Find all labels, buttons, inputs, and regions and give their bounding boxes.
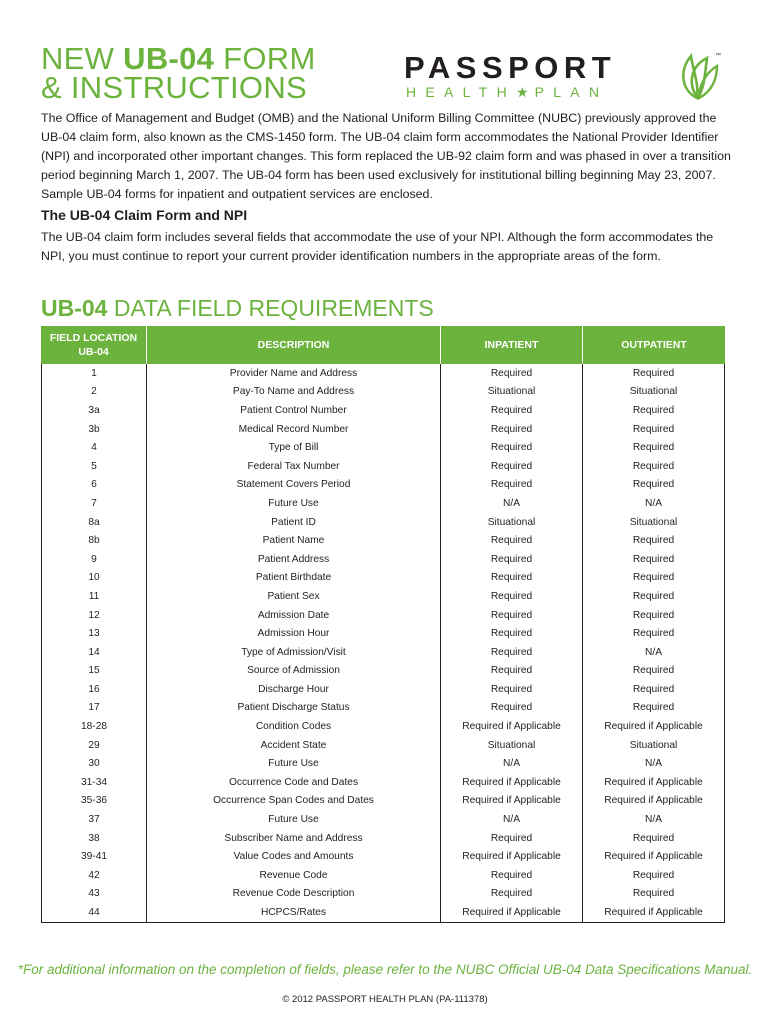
- description-cell: Future Use: [147, 494, 441, 513]
- inpatient-cell: Required: [441, 364, 583, 383]
- description-cell: Source of Admission: [147, 662, 441, 681]
- table-row: [42, 885, 724, 904]
- field-location-cell: 6: [42, 476, 147, 495]
- description-cell: Federal Tax Number: [147, 457, 441, 476]
- inpatient-cell: Required: [441, 569, 583, 588]
- field-location-cell: 2: [42, 383, 147, 402]
- description-cell: HCPCS/Rates: [147, 903, 441, 922]
- description-cell: Patient Birthdate: [147, 569, 441, 588]
- table-row: [42, 531, 724, 550]
- field-location-cell: 44: [42, 903, 147, 922]
- field-location-cell: 13: [42, 624, 147, 643]
- description-cell: Pay-To Name and Address: [147, 383, 441, 402]
- description-cell: Future Use: [147, 810, 441, 829]
- description-cell: Admission Hour: [147, 624, 441, 643]
- column-header-inpatient: INPATIENT: [441, 326, 583, 364]
- table-row: [42, 847, 724, 866]
- inpatient-cell: Situational: [441, 383, 583, 402]
- field-location-cell: 11: [42, 587, 147, 606]
- title-line-1: NEW UB-04 FORM: [41, 41, 316, 76]
- outpatient-cell: Required: [632, 702, 675, 714]
- npi-paragraph: The UB-04 claim form includes several fields that accommodate the use of your NPI. Although the form accommodates the NPI, you must continue to report your current provider identification numbers in the appropriate areas of the form.: [41, 230, 714, 263]
- field-location-cell: 14: [42, 643, 147, 662]
- field-location-cell: 15: [42, 662, 147, 681]
- table-row: [42, 457, 724, 476]
- table-row: [42, 810, 724, 829]
- field-location-cell: 16: [42, 680, 147, 699]
- field-location-cell: 3a: [42, 401, 147, 420]
- inpatient-cell: Situational: [441, 736, 583, 755]
- field-location-cell: 7: [42, 494, 147, 513]
- inpatient-cell: Required if Applicable: [441, 903, 583, 922]
- outpatient-cell: N/A: [645, 814, 662, 826]
- table-row: [42, 699, 724, 718]
- description-cell: Medical Record Number: [147, 420, 441, 439]
- table-header-row: [41, 326, 725, 364]
- field-location-cell: 8b: [42, 531, 147, 550]
- outpatient-cell: Required if Applicable: [604, 795, 703, 807]
- description-cell: Patient Address: [147, 550, 441, 569]
- table-body: [41, 364, 725, 923]
- table-row: [42, 587, 724, 606]
- description-cell: Occurrence Span Codes and Dates: [147, 792, 441, 811]
- trademark-symbol: ™: [715, 53, 721, 59]
- field-location-cell: 38: [42, 829, 147, 848]
- outpatient-cell: Required: [632, 832, 675, 844]
- field-location-cell: 37: [42, 810, 147, 829]
- inpatient-cell: N/A: [441, 810, 583, 829]
- inpatient-cell: Required: [441, 699, 583, 718]
- description-cell: Revenue Code Description: [147, 885, 441, 904]
- description-cell: Condition Codes: [147, 717, 441, 736]
- data-field-requirements-table: [41, 326, 725, 923]
- description-cell: Discharge Hour: [147, 680, 441, 699]
- logo-wordmark: PASSPORT: [404, 50, 617, 85]
- inpatient-cell: Required if Applicable: [441, 717, 583, 736]
- description-cell: Patient Sex: [147, 587, 441, 606]
- inpatient-cell: Required if Applicable: [441, 847, 583, 866]
- table-row: [42, 606, 724, 625]
- outpatient-cell: Required: [632, 665, 675, 677]
- outpatient-cell: Required: [632, 628, 675, 640]
- table-row: [42, 513, 724, 532]
- outpatient-cell: Required: [632, 442, 675, 454]
- outpatient-cell: Required: [632, 609, 675, 621]
- requirements-section-title: UB-04 DATA FIELD REQUIREMENTS: [41, 295, 434, 321]
- outpatient-cell: Required: [632, 683, 675, 695]
- field-location-cell: 30: [42, 754, 147, 773]
- description-cell: Occurrence Code and Dates: [147, 773, 441, 792]
- field-location-cell: 18-28: [42, 717, 147, 736]
- passport-health-plan-logo: [404, 50, 724, 105]
- table-row: [42, 420, 724, 439]
- table-row: [42, 364, 724, 383]
- description-cell: Patient ID: [147, 513, 441, 532]
- inpatient-cell: Required: [441, 680, 583, 699]
- field-location-cell: 5: [42, 457, 147, 476]
- outpatient-cell: Required if Applicable: [604, 907, 703, 919]
- table-row: [42, 866, 724, 885]
- outpatient-cell: Required: [632, 535, 675, 547]
- inpatient-cell: Required: [441, 550, 583, 569]
- field-location-cell: 9: [42, 550, 147, 569]
- outpatient-cell: Required: [632, 404, 675, 416]
- field-location-cell: 17: [42, 699, 147, 718]
- description-cell: Admission Date: [147, 606, 441, 625]
- outpatient-cell: Situational: [629, 516, 678, 528]
- outpatient-cell: Required: [632, 888, 675, 900]
- copyright-notice: © 2012 PASSPORT HEALTH PLAN (PA-111378): [282, 994, 488, 1005]
- description-cell: Provider Name and Address: [147, 364, 441, 383]
- table-row: [42, 624, 724, 643]
- description-cell: Statement Covers Period: [147, 476, 441, 495]
- inpatient-cell: Required: [441, 866, 583, 885]
- table-row: [42, 401, 724, 420]
- field-location-cell: 42: [42, 866, 147, 885]
- inpatient-cell: Required: [441, 606, 583, 625]
- description-cell: Future Use: [147, 754, 441, 773]
- table-row: [42, 792, 724, 811]
- description-cell: Type of Admission/Visit: [147, 643, 441, 662]
- inpatient-cell: Required if Applicable: [441, 773, 583, 792]
- outpatient-cell: N/A: [645, 646, 662, 658]
- table-row: [42, 773, 724, 792]
- outpatient-cell: N/A: [645, 497, 662, 509]
- outpatient-cell: Required if Applicable: [604, 721, 703, 733]
- table-row: [42, 643, 724, 662]
- document-title: [41, 41, 316, 105]
- field-location-cell: 29: [42, 736, 147, 755]
- intro-paragraph: The Office of Management and Budget (OMB) and the National Uniform Billing Committee (NUBC) previously approved the UB-04 claim form, also known as the CMS-1450 form. The UB-04 claim form accommodates the National Provider Identifier (NPI) and incorporated other important changes. This form replaced the UB-92 claim form and was phased in over a transition period beginning March 1, 2007. The UB-04 form has been used exclusively for institutional billing beginning May 23, 2007. Sample UB-04 forms for inpatient and outpatient services are enclosed.: [41, 111, 731, 201]
- outpatient-cell: Required: [632, 460, 675, 472]
- column-header-outpatient: OUTPATIENT: [621, 339, 687, 351]
- inpatient-cell: Situational: [441, 513, 583, 532]
- table-row: [42, 494, 724, 513]
- table-row: [42, 438, 724, 457]
- description-cell: Patient Name: [147, 531, 441, 550]
- table-row: [42, 680, 724, 699]
- outpatient-cell: Required: [632, 423, 675, 435]
- leaf-emblem-icon: [675, 50, 721, 102]
- inpatient-cell: Required: [441, 885, 583, 904]
- outpatient-cell: Required: [632, 869, 675, 881]
- description-cell: Type of Bill: [147, 438, 441, 457]
- inpatient-cell: Required: [441, 420, 583, 439]
- field-location-cell: 31-34: [42, 773, 147, 792]
- table-row: [42, 476, 724, 495]
- inpatient-cell: Required: [441, 438, 583, 457]
- outpatient-cell: Required: [632, 367, 675, 379]
- table-row: [42, 754, 724, 773]
- table-row: [42, 717, 724, 736]
- description-cell: Revenue Code: [147, 866, 441, 885]
- field-location-cell: 1: [42, 364, 147, 383]
- field-location-cell: 39-41: [42, 847, 147, 866]
- table-row: [42, 569, 724, 588]
- description-cell: Patient Control Number: [147, 401, 441, 420]
- footnote: *For additional information on the completion of fields, please refer to the NUBC Official UB-04 Data Specifications Manual.: [17, 962, 753, 977]
- inpatient-cell: Required: [441, 476, 583, 495]
- outpatient-cell: Required: [632, 572, 675, 584]
- inpatient-cell: N/A: [441, 494, 583, 513]
- star-icon: ★: [516, 84, 535, 100]
- outpatient-cell: Situational: [629, 386, 678, 398]
- table-row: [42, 903, 724, 922]
- inpatient-cell: Required if Applicable: [441, 792, 583, 811]
- table-row: [42, 829, 724, 848]
- table-row: [42, 383, 724, 402]
- npi-section-heading: The UB-04 Claim Form and NPI: [41, 207, 248, 223]
- title-line-2: & INSTRUCTIONS: [41, 70, 307, 105]
- inpatient-cell: Required: [441, 829, 583, 848]
- inpatient-cell: Required: [441, 662, 583, 681]
- table-row: [42, 662, 724, 681]
- column-header-description: DESCRIPTION: [147, 326, 441, 364]
- description-cell: Accident State: [147, 736, 441, 755]
- field-location-cell: 8a: [42, 513, 147, 532]
- inpatient-cell: Required: [441, 624, 583, 643]
- outpatient-cell: Required if Applicable: [604, 851, 703, 863]
- description-cell: Value Codes and Amounts: [147, 847, 441, 866]
- field-location-cell: 4: [42, 438, 147, 457]
- inpatient-cell: N/A: [441, 754, 583, 773]
- description-cell: Patient Discharge Status: [147, 699, 441, 718]
- outpatient-cell: Situational: [629, 739, 678, 751]
- table-row: [42, 736, 724, 755]
- inpatient-cell: Required: [441, 587, 583, 606]
- field-location-cell: 3b: [42, 420, 147, 439]
- field-location-cell: 35-36: [42, 792, 147, 811]
- outpatient-cell: Required: [632, 479, 675, 491]
- inpatient-cell: Required: [441, 401, 583, 420]
- description-cell: Subscriber Name and Address: [147, 829, 441, 848]
- outpatient-cell: N/A: [645, 758, 662, 770]
- logo-subline: HEALTH★PLAN: [406, 84, 609, 100]
- outpatient-cell: Required: [632, 590, 675, 602]
- outpatient-cell: Required: [632, 553, 675, 565]
- column-header-field-location: FIELD LOCATION UB-04: [41, 326, 147, 364]
- field-location-cell: 43: [42, 885, 147, 904]
- field-location-cell: 12: [42, 606, 147, 625]
- field-location-cell: 10: [42, 569, 147, 588]
- inpatient-cell: Required: [441, 457, 583, 476]
- table-row: [42, 550, 724, 569]
- inpatient-cell: Required: [441, 531, 583, 550]
- inpatient-cell: Required: [441, 643, 583, 662]
- outpatient-cell: Required if Applicable: [604, 776, 703, 788]
